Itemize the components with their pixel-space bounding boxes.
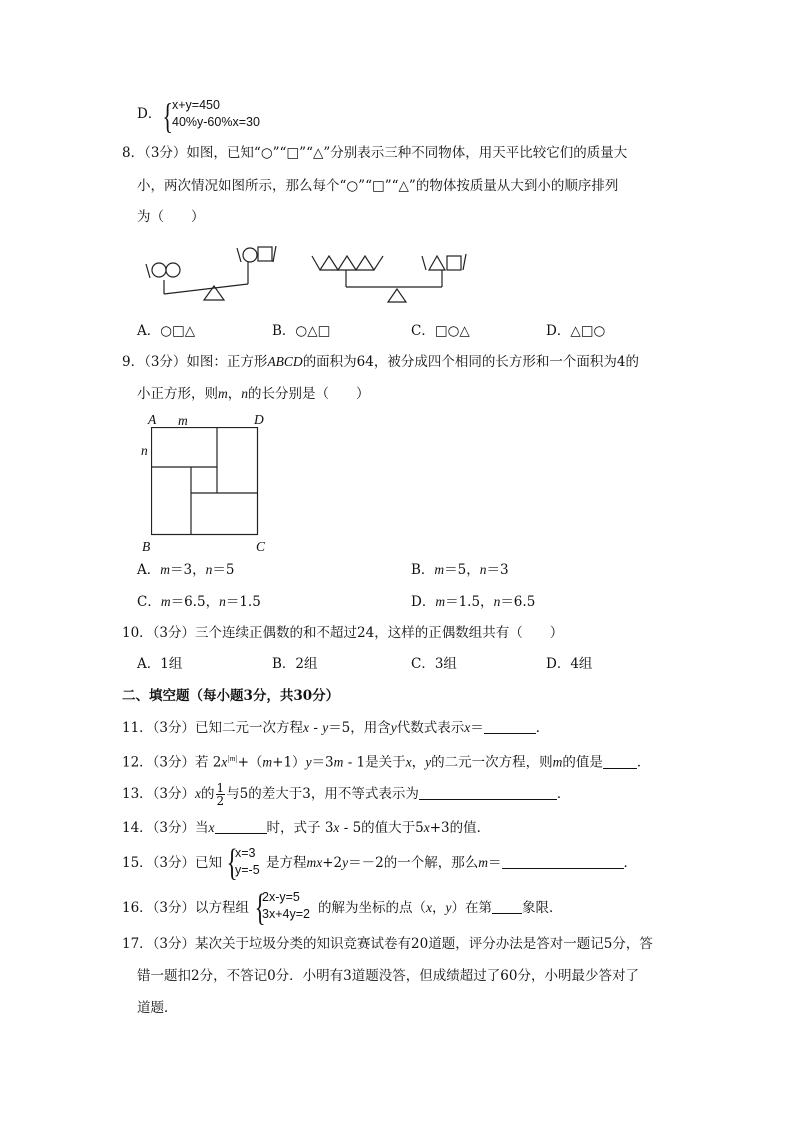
q16-d: 象限． (522, 900, 563, 916)
q17-line1: 17．（3分）某次关于垃圾分类的知识竞赛试卷有20道题，评分办法是答对一题记5分，答 (122, 936, 653, 952)
q9-l2-n: n (241, 386, 248, 401)
q9-l2a: 小正方形，则 (137, 386, 218, 402)
q9-l2-sep: ， (227, 386, 242, 402)
fig-label-a: A (148, 412, 157, 427)
q9-a-m: m (160, 562, 170, 577)
q16-c: ）在第 (451, 900, 492, 916)
q9-abcd: ABCD (267, 354, 303, 369)
q15-brace: { (226, 842, 238, 884)
q10-option-b[interactable]: B．2组 (272, 656, 318, 672)
q11 (122, 718, 549, 738)
q15-equation-system (235, 845, 260, 879)
q12 (122, 749, 650, 773)
q15-answer-blank[interactable] (502, 854, 624, 869)
q14-x2: x (333, 820, 340, 835)
q9-square-figure (151, 427, 259, 536)
q16-equation-system (262, 889, 310, 923)
q11-end: ． (535, 720, 550, 736)
balance2-right-pan-end (463, 254, 466, 270)
q8-line1: 8．（3分）如图，已知“○”“□”“△”分别表示三种不同物体，用天平比较它们的质量大 (122, 145, 628, 161)
q12-x: x (221, 754, 228, 770)
balance2-right-square (447, 256, 461, 270)
q11-b: ＝5，用含 (328, 720, 391, 736)
q9-c-label: C． (137, 594, 161, 610)
q11-x2: x (464, 720, 471, 735)
balance1-left-circle-2 (166, 263, 180, 277)
balance1-beam (164, 284, 248, 294)
q12-b: +（ (237, 754, 263, 771)
balance2-fulcrum (388, 289, 406, 302)
q16-x: x (426, 900, 432, 915)
q12-f: ， (411, 754, 426, 771)
q14-x: x (208, 820, 215, 835)
q7-brace: { (162, 96, 173, 136)
q9-a-label: A． (137, 562, 161, 578)
q9-text-c: 的面积为64，被分成四个相同的长方形和一个面积为4的 (302, 354, 639, 370)
q8-line3: 为（ ） (137, 209, 205, 225)
q9-b-n: n (479, 562, 487, 577)
q14-a: 14．（3分）当 (122, 820, 209, 836)
q9-a-mv: ＝3， (170, 562, 206, 578)
q8-option-c[interactable]: C．□○△ (411, 323, 470, 339)
q13 (122, 782, 570, 807)
q11-x: x (303, 720, 310, 735)
q9-b-mv: ＝5， (444, 562, 480, 578)
q12-y: y (305, 754, 312, 770)
q7-eq2: 40%y-60%x=30 (172, 115, 260, 129)
balance1-right-square (258, 247, 272, 261)
q11-y: y (322, 720, 329, 735)
q11-minus: - (309, 720, 323, 736)
q16-y: y (445, 900, 452, 915)
q15-end: ． (623, 855, 637, 871)
balance1-right-pan-tick (237, 248, 241, 262)
q14-answer-blank[interactable] (215, 819, 267, 834)
q11-y2: y (390, 720, 397, 735)
q15-c: +2 (322, 855, 343, 871)
q10-option-c[interactable]: C．3组 (411, 656, 457, 672)
q15-text-rest (266, 853, 637, 873)
balance1-right-circle (243, 248, 257, 262)
q9-c-n: n (219, 594, 226, 609)
q9-line2 (137, 384, 370, 404)
q15-d: ＝－2的一个解，那么 (348, 855, 479, 871)
q15-eq2: y=-5 (235, 863, 260, 877)
q9-b-m: m (434, 562, 445, 577)
q9-a-nv: ＝5 (212, 562, 235, 578)
q12-end: ． (636, 754, 651, 771)
q15-y: y (342, 855, 349, 870)
q9-text-a: 9．（3分）如图：正方形 (122, 354, 268, 370)
q14-d: +3的值． (429, 820, 491, 836)
q17-line2: 错一题扣2分，不答记0分．小明有3道题没答，但成绩超过了60分，小明最少答对了 (137, 968, 639, 984)
balance1-left-circle-1 (152, 263, 166, 277)
q8-option-b[interactable]: B．○△□ (272, 323, 331, 339)
q13-fraction (216, 782, 226, 807)
q9-d-n: n (493, 594, 501, 609)
q12-d: ＝3 (311, 754, 334, 771)
q16-text-a: 16．（3分）以方程组 (122, 900, 250, 916)
q13-numerator: 1 (216, 781, 225, 795)
q15-text-a: 15．（3分）已知 (122, 855, 223, 871)
q13-answer-blank[interactable] (419, 785, 557, 800)
q10-option-a[interactable]: A．1组 (137, 656, 183, 672)
q10-text: 10．（3分）三个连续正偶数的和不超过24，这样的正偶数组共有（ ） (122, 625, 564, 641)
fig-label-c: C (256, 539, 266, 554)
q17-line3: 道题． (137, 1000, 178, 1016)
q15-e: ＝ (488, 855, 502, 871)
q9-c-m: m (160, 594, 171, 609)
q9-option-a[interactable] (137, 560, 234, 580)
q16-eq1: 2x-y=5 (262, 890, 300, 904)
q16-answer-blank[interactable] (492, 899, 522, 914)
q7-eq1: x+y=450 (172, 98, 220, 112)
q9-option-c[interactable] (137, 592, 261, 612)
q8-option-d[interactable]: D．△□○ (546, 323, 606, 339)
q9-c-mv: ＝6.5， (170, 594, 220, 610)
q15-eq1: x=3 (235, 846, 256, 860)
q16-eq2: 3x+4y=2 (262, 907, 310, 921)
q16-b: 的解为坐标的点（ (318, 900, 426, 916)
q12-y2: y (425, 754, 432, 770)
q9-l2-m: m (218, 386, 228, 401)
q9-d-mv: ＝1.5， (445, 594, 494, 610)
q14 (122, 818, 490, 838)
q15-b: 是方程 (266, 855, 307, 871)
q11-a: 11．（3分）已知二元一次方程 (122, 720, 304, 736)
q11-d: ＝ (470, 720, 484, 736)
balance1-right-pan-end (273, 246, 276, 262)
balance1-left-pan-tick (146, 264, 150, 278)
balance-diagram-2 (308, 250, 473, 306)
q9-b-nv: ＝3 (486, 562, 509, 578)
q9-line1 (122, 352, 639, 372)
q8-line2: 小，两次情况如图所示，那么每个“○”“□”“△”的物体按质量从大到小的顺序排列 (137, 178, 619, 194)
q14-x3: x (423, 820, 430, 835)
q15-m: m (478, 855, 488, 870)
q7-equation-system (172, 97, 260, 131)
q10-option-d[interactable]: D．4组 (546, 656, 593, 672)
balance2-left-triangles (312, 256, 383, 270)
q12-exponent: |m| (227, 754, 238, 763)
q12-g: 的二元一次方程，则 (431, 754, 553, 771)
q16-text-rest (318, 898, 563, 918)
q12-x2: x (405, 754, 412, 770)
q14-b: 时，式子 3 (266, 820, 334, 836)
balance2-right-pan-tick (422, 256, 426, 270)
q9-c-nv: ＝1.5 (225, 594, 261, 610)
balance-diagram-1 (140, 240, 290, 302)
fig-label-b: B (142, 539, 151, 554)
q12-m: m (262, 754, 273, 770)
q9-option-b[interactable] (411, 560, 509, 580)
q12-answer-blank[interactable] (603, 754, 637, 769)
q12-c: +1） (272, 754, 306, 771)
q15-mx: mx (306, 855, 323, 870)
q13-b: 的 (201, 786, 215, 802)
q16-brace: { (254, 887, 266, 929)
q8-option-a[interactable]: A．○□△ (137, 323, 196, 339)
q12-m2: m (333, 754, 344, 770)
q11-answer-blank[interactable] (484, 719, 536, 734)
q9-b-label: B． (411, 562, 435, 578)
q9-l2b: 的长分别是（ ） (248, 386, 370, 402)
q9-d-nv: ＝6.5 (500, 594, 536, 610)
balance2-right-triangle (429, 256, 445, 270)
q13-denominator: 2 (216, 794, 225, 808)
q13-a: 13．（3分） (122, 786, 196, 802)
q16-sep: ， (432, 900, 446, 916)
q12-e: - 1是关于 (343, 754, 406, 771)
q7-option-d-label: D． (137, 106, 162, 122)
section-2-heading: 二、填空题（每小题3分，共30分） (122, 688, 340, 704)
q14-c: - 5的值大于5 (339, 820, 424, 836)
fig-label-n: n (141, 443, 148, 458)
q9-d-label: D． (411, 594, 436, 610)
q12-h: 的值是 (562, 754, 603, 771)
q12-m3: m (552, 754, 563, 770)
q9-a-n: n (205, 562, 213, 577)
q12-a: 12．（3分）若 2 (122, 754, 222, 771)
fig-label-m: m (178, 413, 188, 428)
q11-c: 代数式表示 (396, 720, 465, 736)
square-abcd (152, 428, 258, 535)
q13-x: x (195, 786, 202, 801)
q13-end: ． (556, 786, 571, 802)
q9-option-d[interactable] (411, 592, 535, 612)
fig-label-d: D (254, 412, 264, 427)
q13-c: 与5的差大于3，用不等式表示为 (226, 786, 419, 802)
q9-d-m: m (435, 594, 446, 609)
